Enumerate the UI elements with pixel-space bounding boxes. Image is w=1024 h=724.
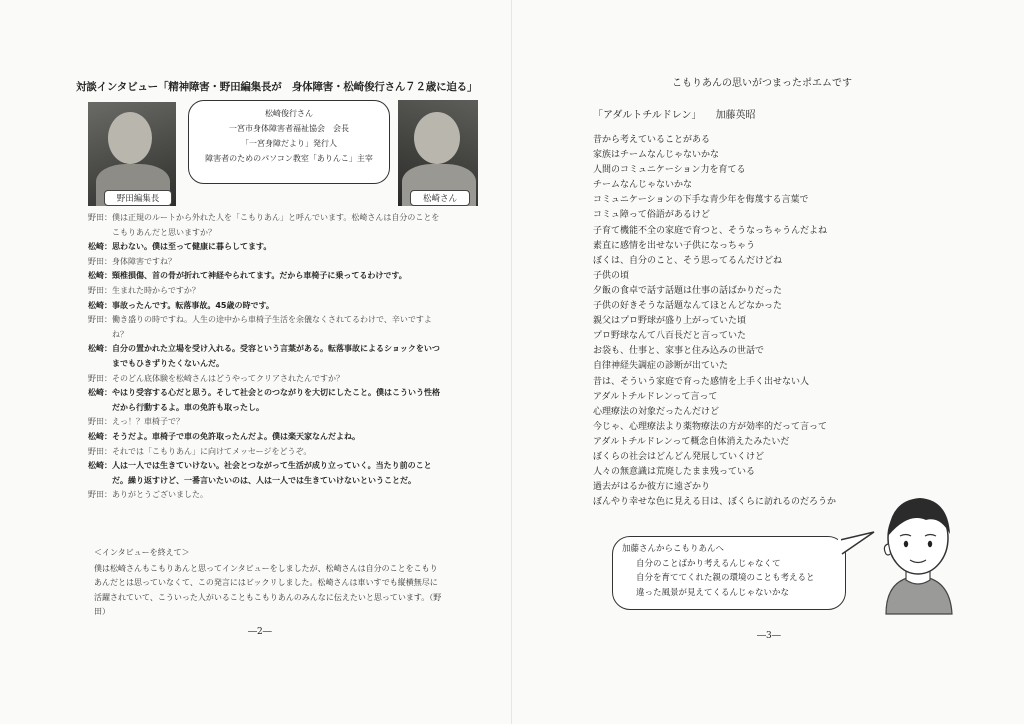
poem-line: 人間のコミュニケーション力を育てる — [593, 165, 746, 176]
poem-line: ぼんやり幸せな色に見える日は、ぼくらに訪れるのだろうか — [593, 497, 837, 508]
speaker-label: 松崎： — [88, 388, 112, 398]
speech-bubble-text — [622, 542, 815, 600]
speaker-label: 松崎： — [88, 461, 112, 471]
photo-matsuzaki-caption: 松崎さん — [410, 190, 470, 206]
afterword-heading: ＜インタビューを終えて＞ — [94, 548, 190, 557]
dialogue-turn — [88, 269, 444, 284]
interview-title: 対談インタビュー「精神障害・野田編集長が 身体障害・松崎俊行さん７２歳に迫る」 — [76, 81, 478, 93]
interview-dialogue — [88, 211, 444, 503]
dialogue-turn — [88, 240, 444, 255]
poem-line: お袋も、仕事と、家事と住み込みの世話で — [593, 346, 765, 357]
dialogue-text: それでは「こもりあん」に向けてメッセージをどうぞ。 — [112, 446, 312, 456]
photo-noda-caption: 野田編集長 — [104, 190, 172, 206]
speaker-label: 野田： — [88, 213, 112, 222]
dialogue-text: 働き盛りの時ですね。人生の途中から車椅子生活を余儀なくされてるわけで、辛いですよね？ — [112, 315, 432, 339]
poem-author: 加藤英昭 — [715, 110, 756, 121]
dialogue-text: 事故ったんです。転落事故。45歳の時です。 — [112, 300, 274, 310]
dialogue-text: ありがとうございました。 — [112, 490, 208, 500]
bubble-line: 加藤さんからこもりあんへ — [622, 544, 724, 554]
speaker-label: 松崎： — [88, 242, 112, 252]
poem-line: 自律神経失調症の診断が出ていた — [593, 361, 729, 372]
poem-line: 昔は、そういう家庭で育った感情を上手く出せない人 — [593, 376, 810, 387]
poem-title: 「アダルトチルドレン」 — [593, 110, 702, 121]
dialogue-turn — [88, 211, 444, 240]
dialogue-text: 人は一人では生きていけない。社会とつながって生活が成り立っていく。当たり前のことだ。繰り返すけど、一番言いたいのは、人は一人では生きていけないということだ。 — [112, 461, 432, 485]
dialogue-text: 生まれた時からですか？ — [112, 285, 200, 295]
dialogue-turn — [88, 445, 444, 460]
dialogue-text: 僕は正規のルートから外れた人を「こもりあん」と呼んでいます。松崎さんは自分のことをこもりあんだと思いますか？ — [112, 213, 440, 237]
speaker-label: 野田： — [88, 373, 112, 383]
poem-line: ぼくらの社会はどんどん発展していくけど — [593, 451, 765, 462]
poem-line: 昔から考えていることがある — [593, 135, 711, 145]
afterword-body: 僕は松崎さんもこもりあんと思ってインタビューをしましたが、松崎さんは自分のことをこもりあんだとは思っていなくて、この発言にはビックリしました。松崎さんは車いすでも縦横無尽に活躍されていて、こういった人がいることもこもりあんのみんなに伝えたいと思っています。（野田） — [94, 564, 442, 616]
poem-line: プロ野球なんて八百長だと言っていた — [593, 331, 747, 342]
speaker-label: 松崎： — [88, 344, 112, 354]
speaker-label: 野田： — [88, 446, 112, 456]
poem-line: ぼくは、自分のこと、そう思ってるんだけどね — [593, 255, 783, 266]
speaker-label: 野田： — [88, 490, 112, 500]
dialogue-turn — [88, 430, 444, 445]
profile-line: 松崎俊行さん — [265, 109, 313, 118]
poem-line: コミュ障って俗語があるけど — [593, 210, 710, 221]
dialogue-text: 身体障害ですね？ — [112, 256, 176, 266]
speaker-label: 松崎： — [88, 300, 112, 310]
profile-line: 障害者のためのパソコン教室「ありんこ」主宰 — [205, 154, 373, 163]
page-number-right: ―3― — [757, 631, 781, 641]
poem-line: 素直に感情を出せない子供になっちゃう — [593, 240, 756, 251]
poem-line: 人々の無意識は荒廃したまま残っている — [593, 467, 756, 478]
dialogue-text: 頸椎損傷、首の骨が折れて神経やられてます。だから車椅子に乗ってるわけです。 — [112, 271, 407, 281]
speaker-label: 松崎： — [88, 271, 112, 281]
poem-line: アダルトチルドレンって概念自体消えたみたいだ — [593, 436, 790, 447]
dialogue-text: そのどん底体験を松崎さんはどうやってクリアされたんですか？ — [112, 373, 344, 383]
bubble-line: 自分のことばかり考えるんじゃなくて — [636, 558, 781, 569]
poem-line: 家族はチームなんじゃないかな — [593, 150, 720, 161]
afterword — [94, 546, 444, 619]
poem-line: 今じゃ、心理療法より薬物療法の方が効率的だって言って — [593, 421, 828, 432]
speaker-label: 野田： — [88, 315, 112, 325]
poem-line: 心理療法の対象だったんだけど — [593, 406, 720, 417]
poem-body — [593, 133, 883, 510]
bubble-line: 自分を育ててくれた親の環境のことも考えると — [636, 573, 815, 584]
boy-illustration — [878, 486, 958, 616]
speech-bubble-tail — [838, 530, 878, 560]
page-number-left: ―2― — [248, 627, 272, 637]
dialogue-text: やはり受容する心だと思う。そして社会とのつながりを大切にしたこと。僕はこういう性格だから行動するよ。車の免許も取ったし。 — [112, 388, 440, 412]
profile-box — [188, 100, 390, 184]
speaker-label: 野田： — [88, 417, 112, 427]
speaker-label: 野田： — [88, 256, 112, 266]
dialogue-turn — [88, 342, 444, 371]
dialogue-turn — [88, 372, 444, 387]
dialogue-text: えっ！？車椅子で？ — [112, 417, 184, 427]
profile-line: 一宮市身体障害者福祉協会 会長 — [229, 124, 349, 133]
dialogue-text: そうだよ。車椅子で車の免許取ったんだよ。僕は楽天家なんだよね。 — [112, 431, 360, 441]
dialogue-turn — [88, 255, 444, 270]
dialogue-turn — [88, 488, 444, 503]
dialogue-turn — [88, 299, 444, 314]
poem-line: 夕飯の食卓で話す話題は仕事の話ばかりだった — [593, 285, 783, 296]
poem-line: コミュニケーションの下手な青少年を侮蔑する言葉で — [593, 195, 809, 206]
poem-line: 子供の好きそうな話題なんてほとんどなかった — [593, 301, 783, 312]
poem-title-line — [593, 106, 756, 121]
poem-line: 子育て機能不全の家庭で育つと、そうなっちゃうんだよね — [593, 225, 828, 236]
dialogue-turn — [88, 459, 444, 488]
poem-line: チームなんじゃないかな — [593, 180, 693, 191]
dialogue-text: 思わない。僕は至って健康に暮らしてます。 — [112, 242, 272, 252]
dialogue-turn — [88, 284, 444, 299]
dialogue-turn — [88, 386, 444, 415]
poem-line: 親父はプロ野球が盛り上がっていた頃 — [593, 316, 747, 327]
dialogue-text: 自分の置かれた立場を受け入れる。受容という言葉がある。転落事故によるショックをいつまでもひきずりたくないんだ。 — [112, 344, 440, 368]
profile-line: 「一宮身障だより」発行人 — [241, 139, 337, 148]
bubble-line: 違った風景が見えてくるんじゃないかな — [636, 587, 790, 598]
poem-section-header: こもりあんの思いがつまったポエムです — [672, 78, 852, 89]
dialogue-turn — [88, 415, 444, 430]
poem-line: 子供の頃 — [593, 270, 630, 281]
poem-line: 過去がはるか彼方に遠ざかり — [593, 482, 711, 493]
speaker-label: 野田： — [88, 285, 112, 295]
poem-line: アダルトチルドレンって言って — [593, 391, 718, 402]
speaker-label: 松崎： — [88, 431, 112, 441]
dialogue-turn — [88, 313, 444, 342]
